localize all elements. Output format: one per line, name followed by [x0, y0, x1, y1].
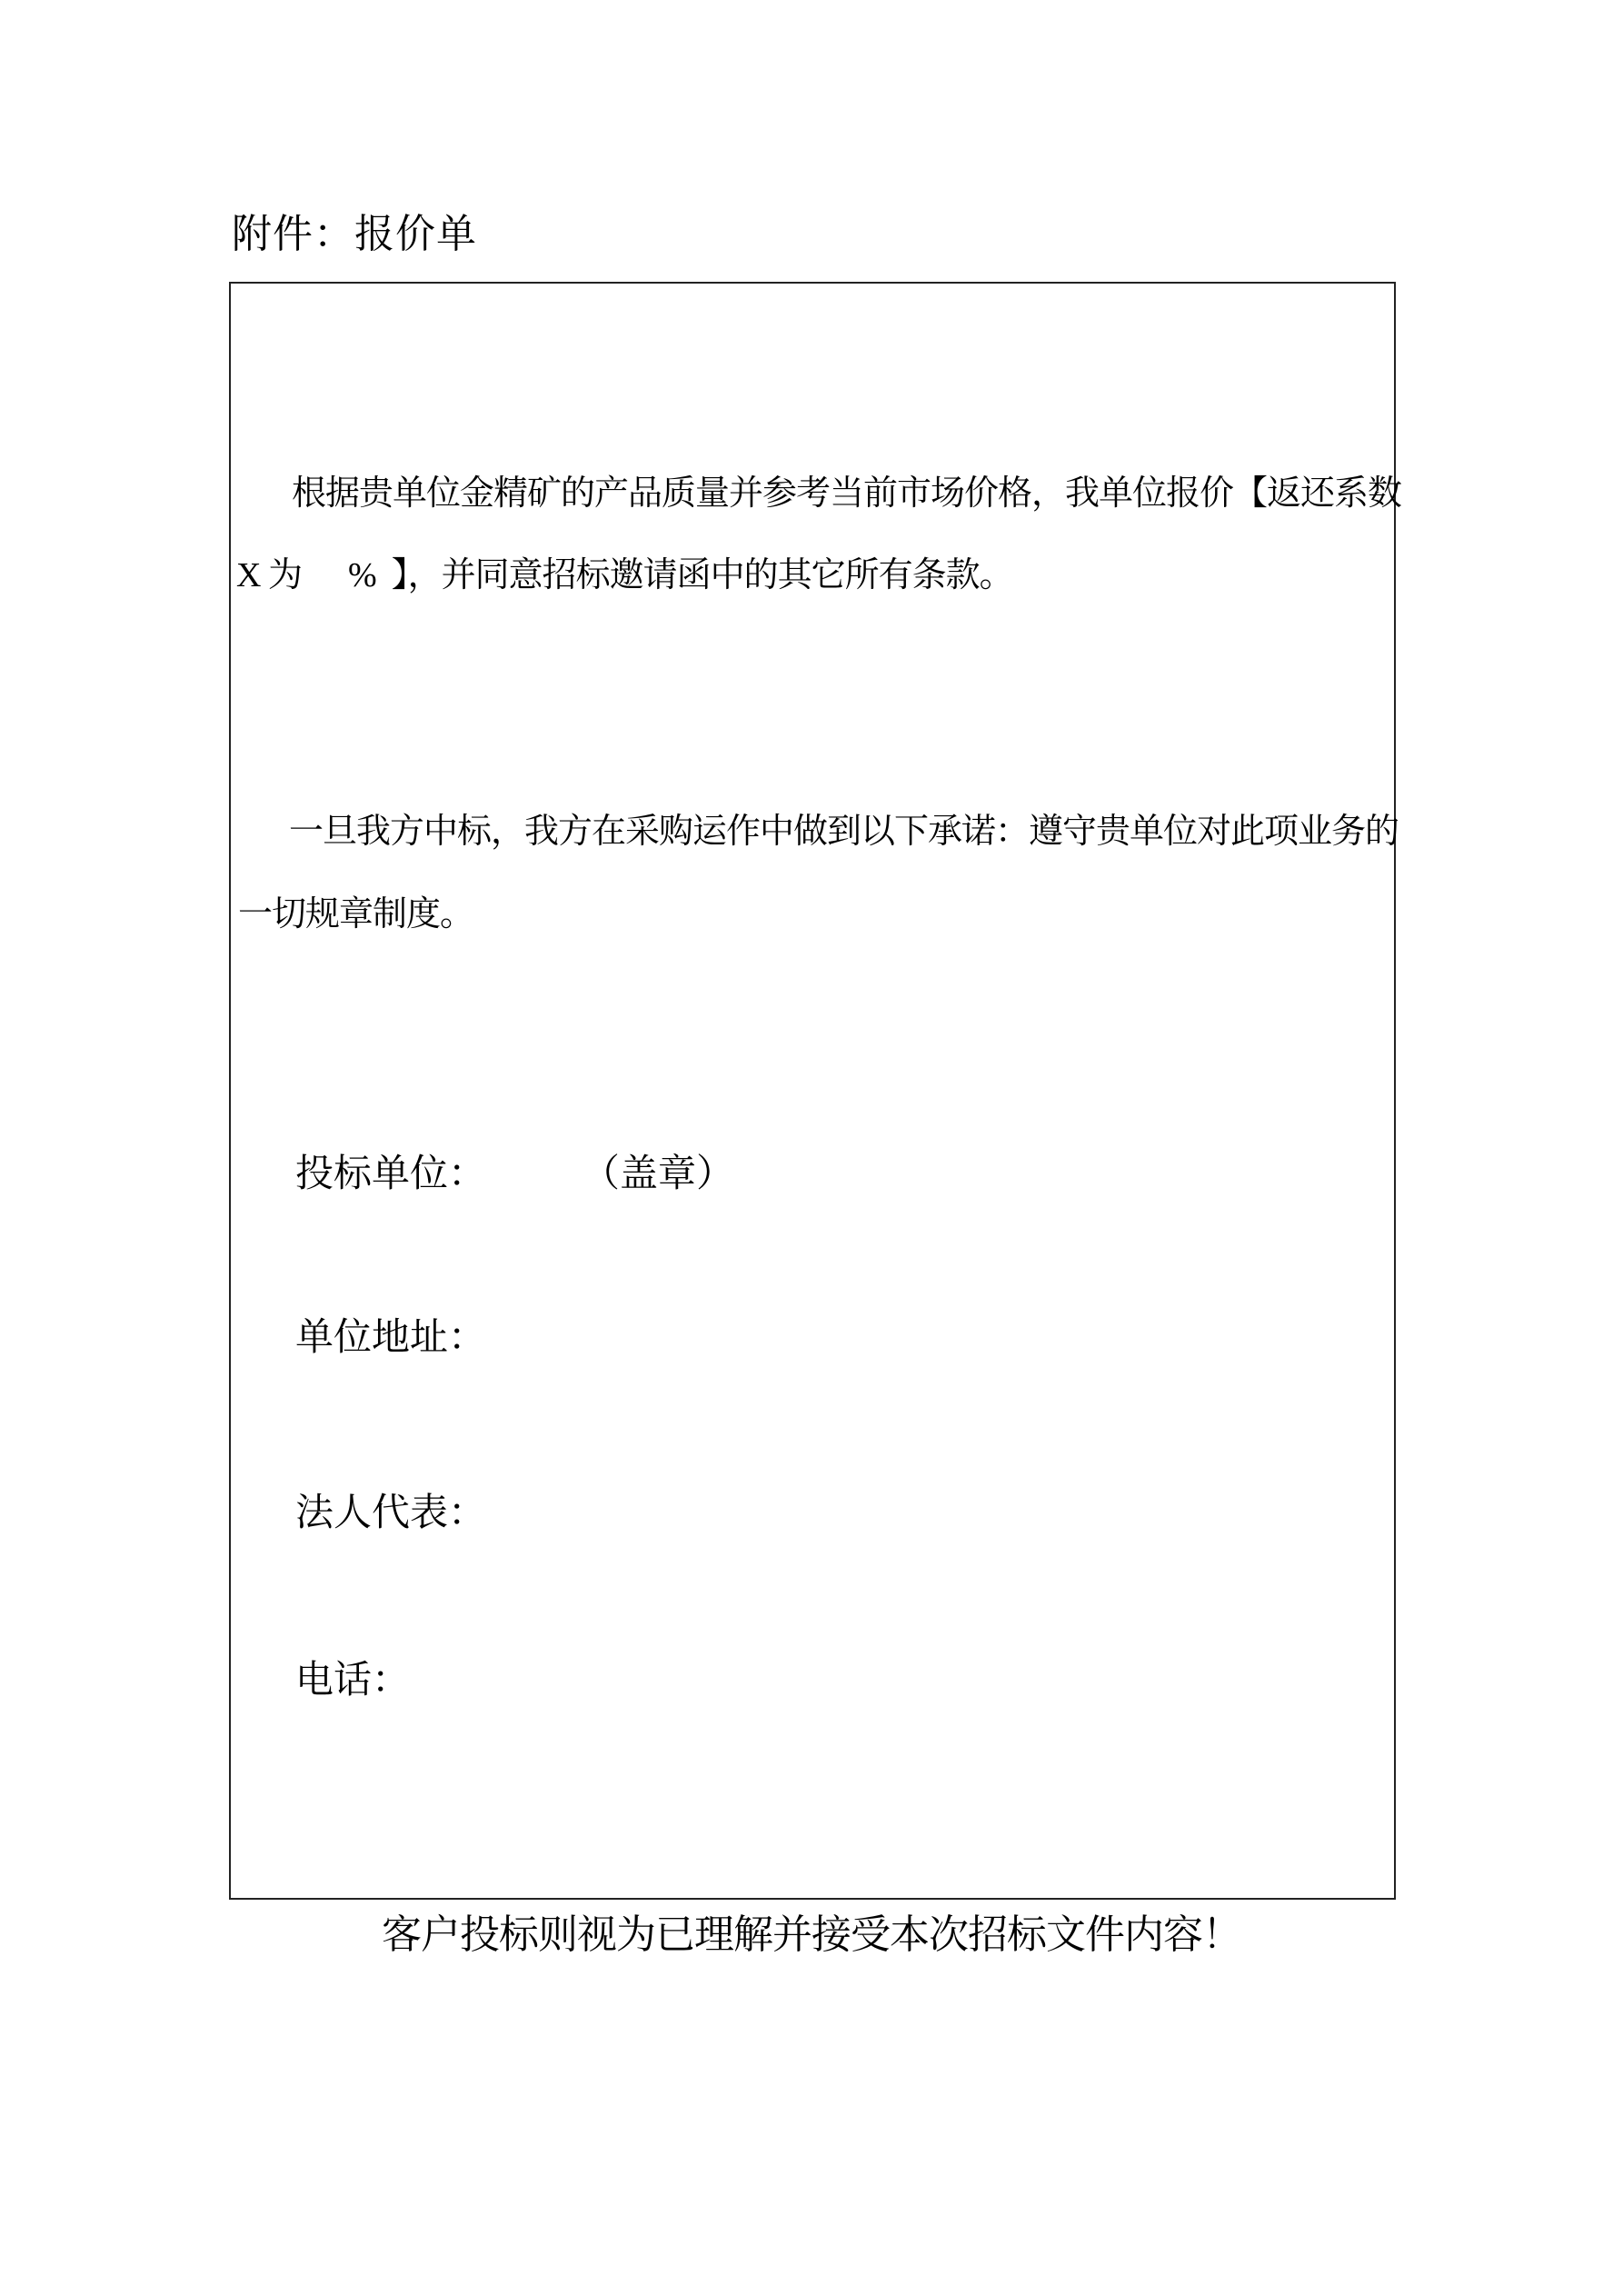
bidder-unit-label: 投标单位： [295, 1153, 487, 1195]
field-unit-address [231, 1316, 1394, 1371]
attachment-title: 附件：报价单 [232, 212, 477, 256]
footer-note: 客户投标则视为已理解并接受本次招标文件内容！ [382, 1912, 1241, 1957]
quotation-box [229, 282, 1402, 1900]
commitment-line-1: 一旦我方中标，我方在采购运作中做到以下承诺：遵守贵单位对此项业务的 [289, 813, 1399, 851]
phone-label: 电话： [295, 1660, 411, 1702]
legal-representative-label: 法人代表： [295, 1492, 487, 1534]
quote-line-return-coefficient: X 为 % 】，并同意招标邀请函中的其它所有条款。 [236, 556, 1013, 594]
field-legal-representative [231, 1492, 1394, 1546]
field-bidder-unit [231, 1153, 1394, 1207]
commitment-line-2: 一切规章制度。 [238, 895, 474, 933]
quote-line-market-price: 根据贵单位金精矿的产品质量并参考当前市场价格，我单位报价【返还系数 [292, 474, 1402, 513]
field-phone [231, 1659, 1394, 1713]
stamp-note: （盖章） [582, 1153, 735, 1195]
unit-address-label: 单位地址： [295, 1317, 487, 1359]
